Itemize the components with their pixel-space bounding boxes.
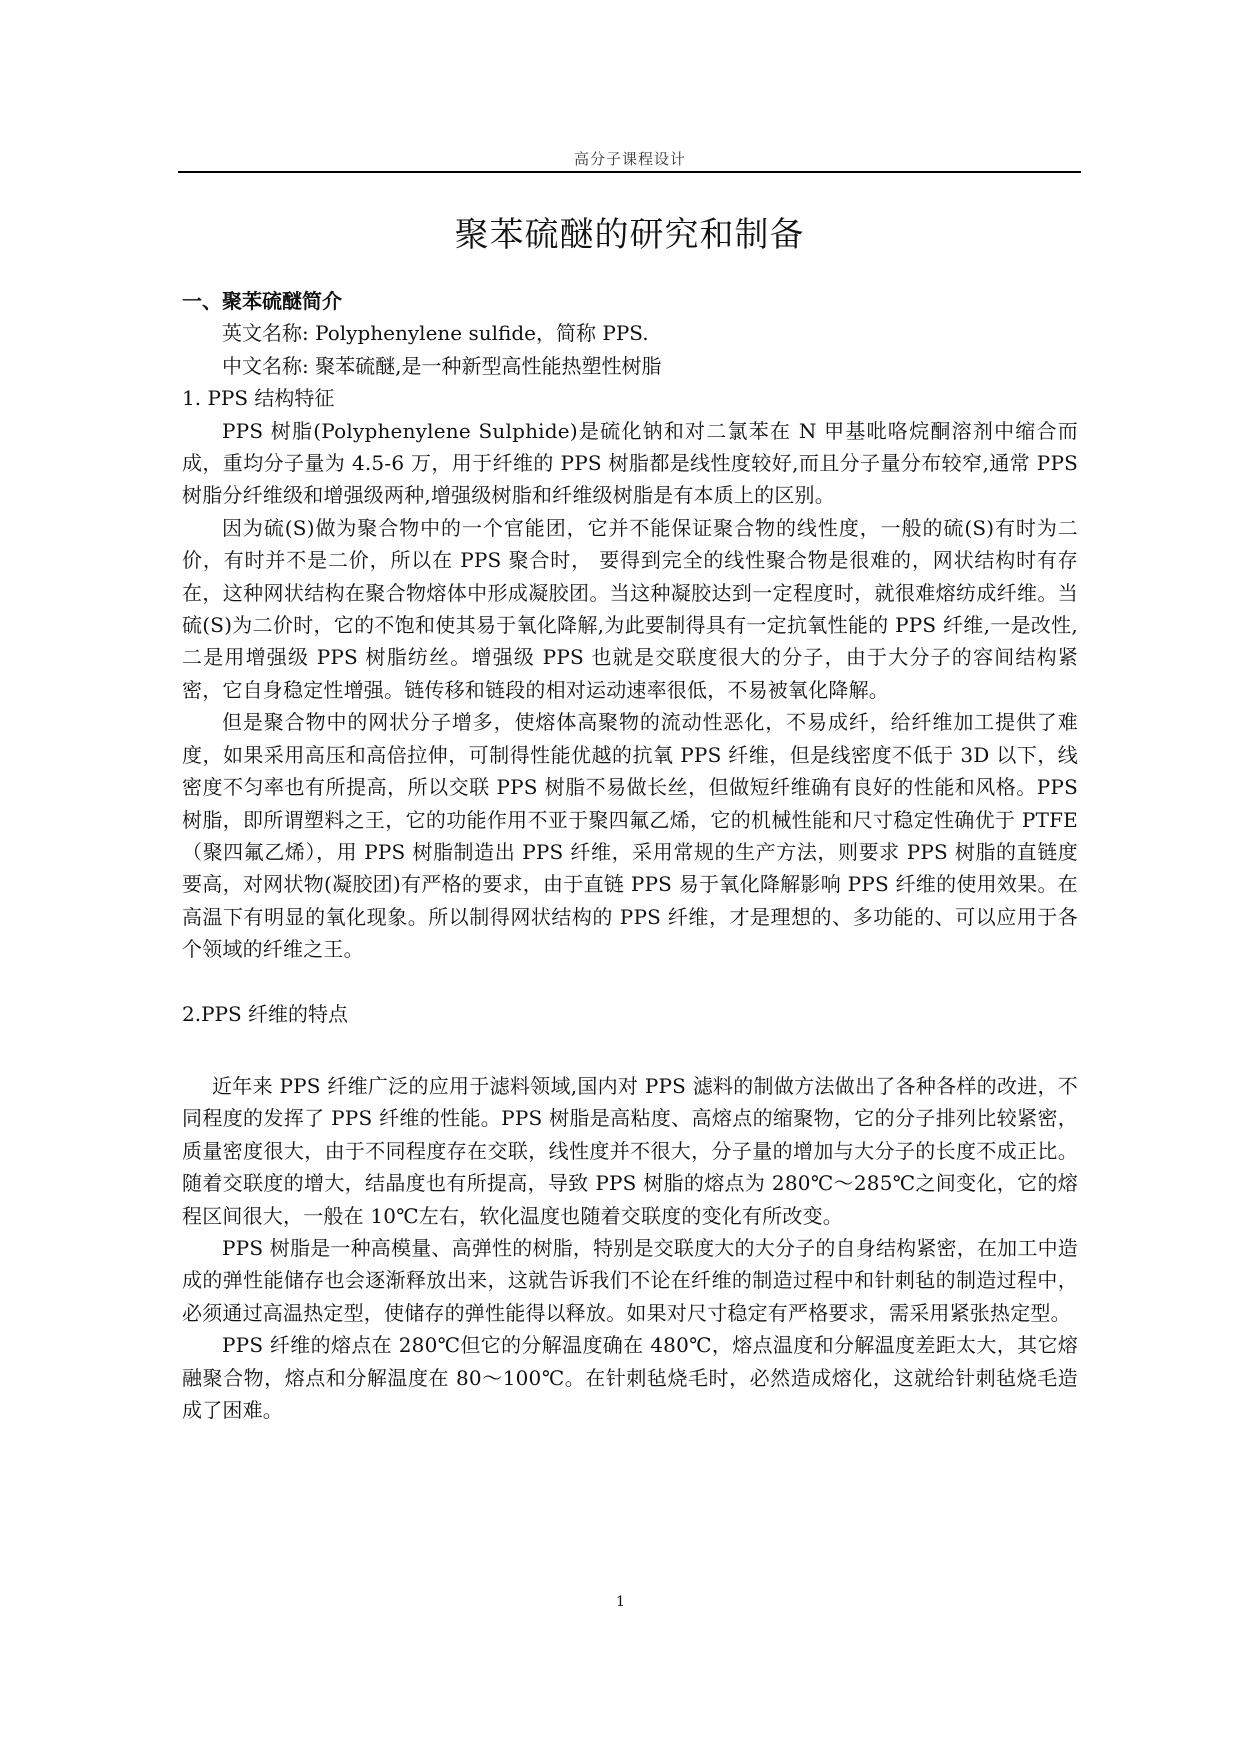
paragraph: 但是聚合物中的网状分子增多，使熔体高聚物的流动性恶化，不易成纤，给纤维加工提供了难度，如果采用高压和高倍拉伸，可制得性能优越的抗氧 PPS 纤维，但是线密度不低于 3D 以下，线密度不匀率也有所提高，所以交联 PPS 树脂不易做长丝，但做短纤维确有良好的性能和风格。PPS 树脂，即所谓塑料之王，它的功能作用不亚于聚四氟乙烯，它的机械性能和尺寸稳定性确优于 PTFE（聚四氟乙烯），用 PPS 树脂制造出 PPS 纤维，采用常规的生产方法，则要求 PPS 树脂的直链度要高，对网状物(凝胶团)有严格的要求，由于直链 PPS 易于氧化降解影响 PPS 纤维的使用效果。在高温下有明显的氧化现象。所以制得网状结构的 PPS 纤维，才是理想的、多功能的、可以应用于各个领域的纤维之王。	[182, 710, 1078, 962]
subsection-heading-features: 2.PPS 纤维的特点	[182, 1001, 349, 1026]
header-divider	[178, 171, 1081, 173]
document-title: 聚苯硫醚的研究和制备	[454, 215, 805, 255]
page-number: 1	[616, 1594, 625, 1610]
spacer	[182, 1030, 1078, 1070]
paragraph: 近年来 PPS 纤维广泛的应用于滤料领域,国内对 PPS 滤料的制做方法做出了各种各样的改进，不同程度的发挥了 PPS 纤维的性能。PPS 树脂是高粘度、高熔点的缩聚物，它的分子排列比较紧密，质量密度很大，由于不同程度存在交联，线性度并不很大，分子量的增加与大分子的长度不成正比。随着交联度的增大，结晶度也有所提高，导致 PPS 树脂的熔点为 280℃～285℃之间变化，它的熔程区间很大，一般在 10℃左右，软化温度也随着交联度的变化有所改变。	[182, 1073, 1078, 1228]
paragraph: PPS 树脂是一种高模量、高弹性的树脂，特别是交联度大的大分子的自身结构紧密，在加工中造成的弹性能储存也会逐渐释放出来，这就告诉我们不论在纤维的制造过程中和针刺毡的制造过程中，必须通过高温热定型，使储存的弹性能得以释放。如果对尺寸稳定有严格要求，需采用紧张热定型。	[182, 1235, 1078, 1325]
paragraph: 因为硫(S)做为聚合物中的一个官能团，它并不能保证聚合物的线性度，一般的硫(S)有时为二价，有时并不是二价，所以在 PPS 聚合时， 要得到完全的线性聚合物是很难的，网状结构时有存在，这种网状结构在聚合物熔体中形成凝胶团。当这种凝胶达到一定程度时，就很难熔纺成纤维。当硫(S)为二价时，它的不饱和使其易于氧化降解,为此要制得具有一定抗氧性能的 PPS 纤维,一是改性,二是用增强级 PPS 树脂纺丝。增强级 PPS 也就是交联度很大的分子，由于大分子的容间结构紧密，它自身稳定性增强。链传移和链段的相对运动速率很低，不易被氧化降解。	[182, 515, 1078, 702]
chinese-name-line: 中文名称: 聚苯硫醚,是一种新型高性能热塑性树脂	[222, 353, 662, 378]
english-name-line: 英文名称: Polyphenylene sulfide，简称 PPS.	[222, 321, 649, 346]
paragraph: PPS 纤维的熔点在 280℃但它的分解温度确在 480℃，熔点温度和分解温度差距太大，其它熔融聚合物，熔点和分解温度在 80～100℃。在针刺毡烧毛时，必然造成熔化，这就给针刺毡烧毛造成了困难。	[182, 1333, 1078, 1422]
spacer	[182, 966, 1078, 998]
paragraph: PPS 树脂(Polyphenylene Sulphide)是硫化钠和对二氯苯在 N 甲基吡咯烷酮溶剂中缩合而成，重均分子量为 4.5-6 万，用于纤维的 PPS 树脂都是线性度较好,而且分子量分布较窄,通常 PPS 树脂分纤维级和增强级两种,增强级树脂和纤维级树脂是有本质上的区别。	[182, 418, 1078, 508]
running-header: 高分子课程设计	[573, 150, 686, 168]
document-body	[182, 285, 1078, 1426]
section-heading-intro: 一、聚苯硫醚简介	[182, 289, 342, 313]
subsection-heading-structure: 1. PPS 结构特征	[182, 386, 335, 411]
